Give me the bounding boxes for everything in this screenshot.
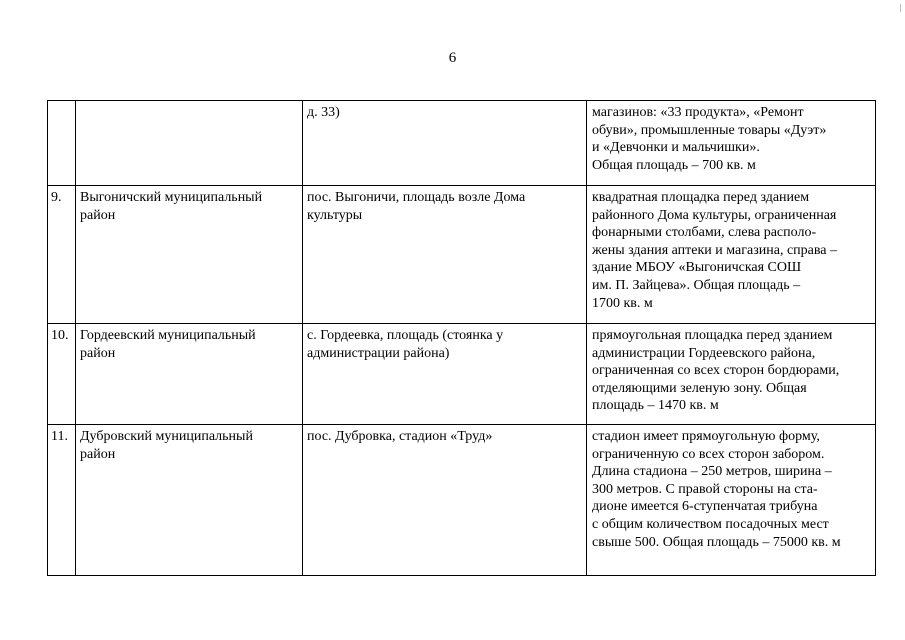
- description-cell: [587, 324, 876, 425]
- description-cell: [587, 186, 876, 324]
- district-cell: [76, 324, 303, 425]
- description-cell-line: квадратная площадка перед зданием: [592, 190, 810, 205]
- description-cell-line: жены здания аптеки и магазина, справа –: [592, 242, 837, 258]
- description-cell-line: дионе имеется 6-ступенчатая трибуна: [592, 499, 818, 515]
- description-cell: [587, 101, 876, 186]
- description-cell-line: здание МБОУ «Выгоничская СОШ: [592, 260, 802, 276]
- description-cell-line: администрации Гордеевского района,: [592, 345, 816, 361]
- description-cell-line: 1700 кв. м: [592, 295, 653, 311]
- description-cell-line: районного Дома культуры, ограниченная: [592, 207, 837, 223]
- district-cell-line: Гордеевский муниципальный: [80, 328, 256, 343]
- district-cell-line: Дубровский муниципальный: [80, 429, 253, 444]
- table-row: [48, 186, 876, 324]
- location-cell: [303, 324, 587, 425]
- description-cell-line: им. П. Зайцева». Общая площадь –: [592, 277, 801, 293]
- description-cell-line: фонарными столбами, слева располо-: [592, 225, 817, 241]
- description-cell-line: стадион имеет прямоугольную форму,: [592, 429, 820, 444]
- district-cell: [76, 425, 303, 576]
- location-cell-line: администрации района): [307, 345, 450, 361]
- location-cell-line: культуры: [307, 207, 363, 223]
- row-number-cell: [48, 101, 76, 186]
- table-row: [48, 425, 876, 576]
- description-cell-line: ограниченная со всех сторон бордюрами,: [592, 363, 840, 379]
- row-number-cell: 11.: [48, 425, 76, 576]
- description-cell-line: площадь – 1470 кв. м: [592, 398, 719, 414]
- location-cell: [303, 101, 587, 186]
- description-cell-line: с общим количеством посадочных мест: [592, 516, 829, 532]
- location-cell: [303, 425, 587, 576]
- table-row: [48, 324, 876, 425]
- district-cell: [76, 101, 303, 186]
- scan-edge-mark: [900, 4, 901, 12]
- location-cell-line: пос. Дубровка, стадион «Труд»: [307, 429, 493, 444]
- row-number-cell: 9.: [48, 186, 76, 324]
- description-cell: [587, 425, 876, 576]
- description-cell-line: прямоугольная площадка перед зданием: [592, 328, 833, 343]
- district-cell: [76, 186, 303, 324]
- description-cell-line: ограниченную со всех сторон забором.: [592, 446, 825, 462]
- description-cell-line: Общая площадь – 700 кв. м: [592, 157, 756, 173]
- district-cell-line: Выгоничский муниципальный: [80, 190, 263, 205]
- table-body: [48, 101, 876, 576]
- locations-table: [47, 100, 876, 576]
- description-cell-line: Длина стадиона – 250 метров, ширина –: [592, 464, 832, 480]
- description-cell-line: и «Девчонки и мальчишки».: [592, 140, 760, 156]
- row-number-cell: 10.: [48, 324, 76, 425]
- table-row: [48, 101, 876, 186]
- location-cell: [303, 186, 587, 324]
- location-cell-line: д. 33): [307, 105, 340, 120]
- district-cell-line: район: [80, 446, 116, 462]
- description-cell-line: отделяющими зеленую зону. Общая: [592, 380, 807, 396]
- district-cell-line: район: [80, 207, 116, 223]
- description-cell-line: обуви», промышленные товары «Дуэт»: [592, 122, 827, 138]
- location-cell-line: пос. Выгоничи, площадь возле Дома: [307, 190, 526, 205]
- district-cell-line: район: [80, 345, 116, 361]
- page-number: 6: [448, 50, 457, 66]
- description-cell-line: 300 метров. С правой стороны на ста-: [592, 481, 818, 497]
- description-cell-line: свыше 500. Общая площадь – 75000 кв. м: [592, 534, 841, 550]
- description-cell-line: магазинов: «33 продукта», «Ремонт: [592, 105, 804, 120]
- location-cell-line: с. Гордеевка, площадь (стоянка у: [307, 328, 504, 343]
